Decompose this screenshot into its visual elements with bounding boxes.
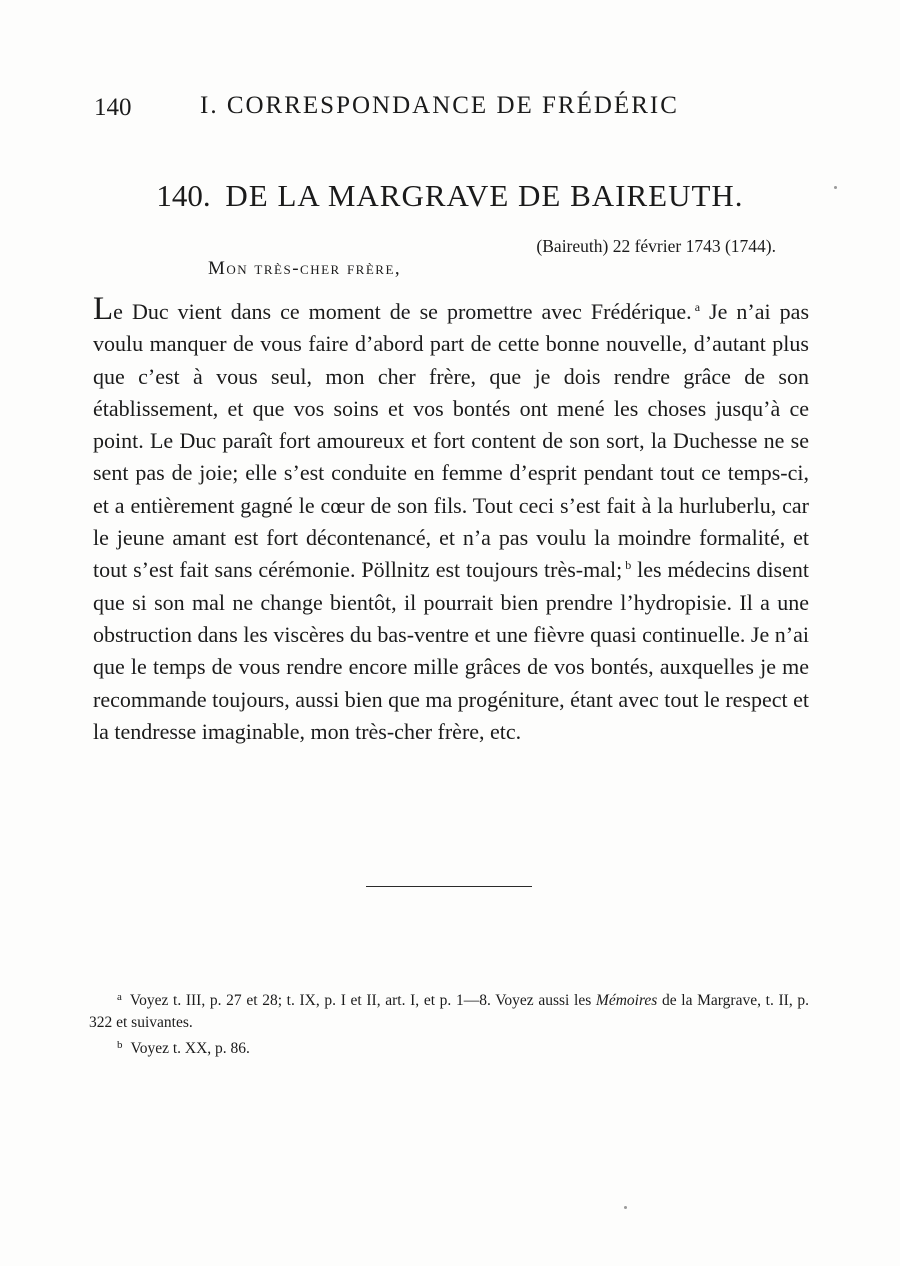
letter-title: DE LA MARGRAVE DE BAIREUTH. xyxy=(225,178,744,213)
running-head xyxy=(94,92,714,128)
letter-text-part-3: les médecins disent que si son mal ne change bientôt, il pourrait bien prendre l’hydropisie. Il a une obstruction dans les viscères du bas-ventre et une fièvre quasi continuelle. Je n’ai que le temps de vous rendre encore mille grâces de vos bontés, auxquelles je me recommande toujours, aussi bien que ma progéniture, étant avec tout le respect et la tendresse imaginable, mon très-cher frère, etc. xyxy=(93,557,809,744)
footnotes xyxy=(89,986,809,1060)
letter-body xyxy=(93,291,810,748)
footnote-b xyxy=(89,1034,809,1060)
drop-cap: L xyxy=(93,291,114,327)
letter-text-part-1: e Duc vient dans ce moment de se promettre avec Frédérique. xyxy=(113,299,692,324)
footnote-mark-b: b xyxy=(117,1039,123,1051)
footnote-mark-a: a xyxy=(117,991,122,1003)
letter-number: 140. xyxy=(156,178,211,213)
dateline: (Baireuth) 22 février 1743 (1744). xyxy=(536,236,776,256)
running-title: I. CORRESPONDANCE DE FRÉDÉRIC xyxy=(200,92,679,119)
paper-speck xyxy=(624,1206,627,1209)
footnote-b-text: Voyez t. XX, p. 86. xyxy=(130,1040,250,1057)
footnote-a-text-after: de la Margrave, t. II, p. 322 et suivantes. xyxy=(89,992,809,1031)
footnote-a-text-before: Voyez t. III, p. 27 et 28; t. IX, p. I et II, art. I, et p. 1—8. Voyez aussi les xyxy=(129,992,596,1009)
footnote-reference-a[interactable]: a xyxy=(694,300,701,314)
page-number: 140 xyxy=(94,94,132,121)
letter-text-part-2: Je n’ai pas voulu manquer de vous faire d’abord part de cette bonne nouvelle, d’autant plus que c’est à vous seul, mon cher frère, que je dois rendre grâce de son établissement, et que vos soins et vos bontés ont mené les choses jusqu’à ce point. Le Duc paraît fort amoureux et fort content de son sort, la Duchesse ne se sent pas de joie; elle s’est conduite en femme d’esprit pendant tout ce temps-ci, et a entièrement gagné le cœur de son fils. Tout ceci s’est fait à la hurluberlu, car le jeune amant est fort décontenancé, et n’a pas voulu la moindre formalité, et tout s’est fait sans cérémonie. Pöllnitz est toujours très-mal; xyxy=(93,299,810,583)
footnote-a xyxy=(89,986,809,1034)
footnote-a-italic-title: Mémoires xyxy=(595,992,658,1009)
letter-heading xyxy=(94,178,806,214)
footnote-reference-b[interactable]: b xyxy=(625,558,632,573)
section-divider xyxy=(366,886,532,887)
salutation: Mon très-cher frère, xyxy=(208,258,402,279)
paper-speck xyxy=(834,186,837,189)
